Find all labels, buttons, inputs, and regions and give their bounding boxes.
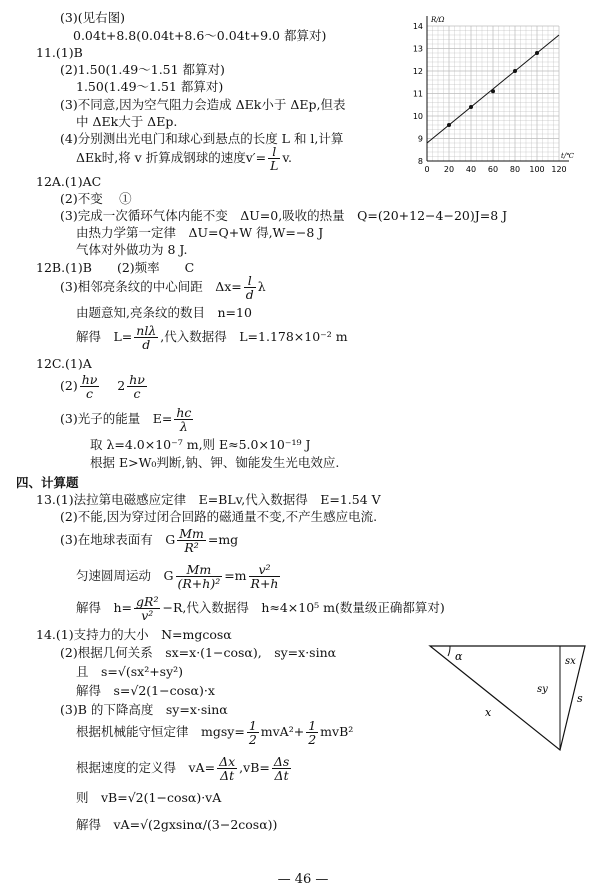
q13-part3b: 匀速圆周运动 G $\frac{Mm}{\text{(R+h)²}}$ =m $\frac{\text{v²}}{R+h}$ [76,562,279,591]
x-tick-label: 60 [487,165,499,174]
y-tick-label: 14 [412,22,423,31]
x-tick-label: 20 [443,165,455,174]
q12a-part3b: 由热力学第一定律 ΔU=Q+W 得,W=−8 J [76,225,324,240]
q13-part1: 13.(1)法拉第电磁感应定律 E=BLv,代入数据得 E=1.54 V [36,492,381,507]
resistance-temperature-chart [405,8,575,180]
y-tick-label: 9 [417,134,423,144]
sx-label: sx [565,656,576,667]
x-tick-label: 100 [529,165,545,174]
q14-part1: 14.(1)支持力的大小 N=mgcosα [36,627,232,642]
q12c-part3: (3)光子的能量 E= $\frac{hc}{\lambda}$ [60,405,192,434]
y-tick-label: 10 [412,112,423,121]
q14-part3c: 根据速度的定义得 vA= $\frac{\Delta x}{\Delta t}$ ,vB= $\frac{\Delta s}{\Delta t}$ [76,754,290,783]
y-tick-label: 11 [412,89,423,99]
triangle-diagram [425,638,600,760]
q12a-part1: 12A.(1)AC [36,174,102,189]
q12b-part3c: 解得 L= $\frac{\text{nlλ}}{d}$ ,代入数据得 L=1.178×10⁻² m [76,323,348,352]
q12a-part3: (3)完成一次循环气体内能不变 ΔU=0,吸收的热量 Q=(20+12−4−20)J=8 J [60,208,508,223]
data-point [469,105,473,109]
q11-part3b: 中 ΔEk大于 ΔEp. [76,114,178,129]
triangle-outline [430,646,585,750]
x-tick-label: 40 [465,165,477,174]
x-tick-label: 120 [551,165,567,174]
y-tick-label: 13 [412,44,423,54]
alpha-arc [448,646,450,656]
q11-part4: (4)分别测出光电门和球心到悬点的长度 L 和 l,计算 [60,131,344,146]
q14-part2b: 且 s=√(sx²+sy²) [76,664,184,679]
x-label: x [485,706,492,719]
q14-part3d: 则 vB=√2(1−cosα)·vA [76,790,222,805]
y-tick-label: 12 [412,67,423,76]
page-number: — 46 — [277,872,329,887]
q12b-part3b: 由题意知,亮条纹的数目 n=10 [76,305,252,320]
data-point [513,69,517,73]
q12b-part1: 12B.(1)B (2)频率 C [36,260,195,275]
q12c-part1: 12C.(1)A [36,356,92,371]
s-label: s [577,692,583,705]
q12c-part2: (2) $\frac{h\nu}{c}$ 2 $\frac{h\nu}{c}$ [60,372,145,401]
q11-part4b: ΔEk时,将 v 折算成钢球的速度v′= $\frac{l}{L}$ v. [76,144,292,173]
sy-label: sy [537,684,548,695]
y-axis-label: R/Ω [431,16,445,24]
y-tick-label: 8 [417,157,423,166]
q13-part2: (2)不能,因为穿过闭合回路的磁通量不变,不产生感应电流. [60,509,378,524]
q14-part2c: 解得 s=√2(1−cosα)·x [76,683,215,698]
q13-part3: (3)在地球表面有 G $\frac{Mm}{\text{R²}}$ =mg [60,526,239,555]
q10-answer-formula: 0.04t+8.8(0.04t+8.6～0.04t+9.0 都算对) [73,28,327,43]
q14-part3e: 解得 vA=√(2gxsinα/(3−2cosα)) [76,817,278,832]
q11-part1: 11.(1)B [36,45,83,60]
data-point [535,51,539,55]
q11-part2b: 1.50(1.49～1.51 都算对) [76,79,224,94]
q12a-part2: (2)不变 ① [60,191,132,206]
q11-part2: (2)1.50(1.49～1.51 都算对) [60,62,225,77]
x-tick-label: 0 [424,165,430,174]
q14-part3b: 根据机械能守恒定律 mgsy= $\frac{1}{2}$ mvA²+ $\frac{1}{2}$ mvB² [76,718,354,747]
data-point [491,89,495,93]
data-point [447,123,451,127]
q12c-part3c: 根据 E>W₀判断,钠、钾、铷能发生光电效应. [90,455,340,470]
q12a-part3c: 气体对外做功为 8 J. [76,242,188,257]
x-tick-label: 80 [509,165,521,174]
q11-part3: (3)不同意,因为空气阻力会造成 ΔEk小于 ΔEp,但表 [60,97,346,112]
section-heading: 四、计算题 [16,475,79,490]
q14-part3: (3)B 的下降高度 sy=x·sinα [60,702,228,717]
alpha-label: α [455,650,463,663]
q12b-part3: (3)相邻亮条纹的中心间距 Δx= $\frac{l}{d}$ λ [60,273,266,302]
q10-part3: (3)(见右图) [60,10,125,25]
x-axis-label: t/℃ [561,152,575,160]
q13-part3c: 解得 h= $\frac{\text{gR²}}{\text{v²}}$ −R,代入数据得 h≈4×10⁵ m(数量级正确都算对) [76,594,445,623]
q12c-part3b: 取 λ=4.0×10⁻⁷ m,则 E≈5.0×10⁻¹⁹ J [90,437,311,452]
frac-l-over-L: $\frac{l}{L}$ [270,144,279,173]
q14-part2: (2)根据几何关系 sx=x·(1−cosα), sy=x·sinα [60,645,337,660]
